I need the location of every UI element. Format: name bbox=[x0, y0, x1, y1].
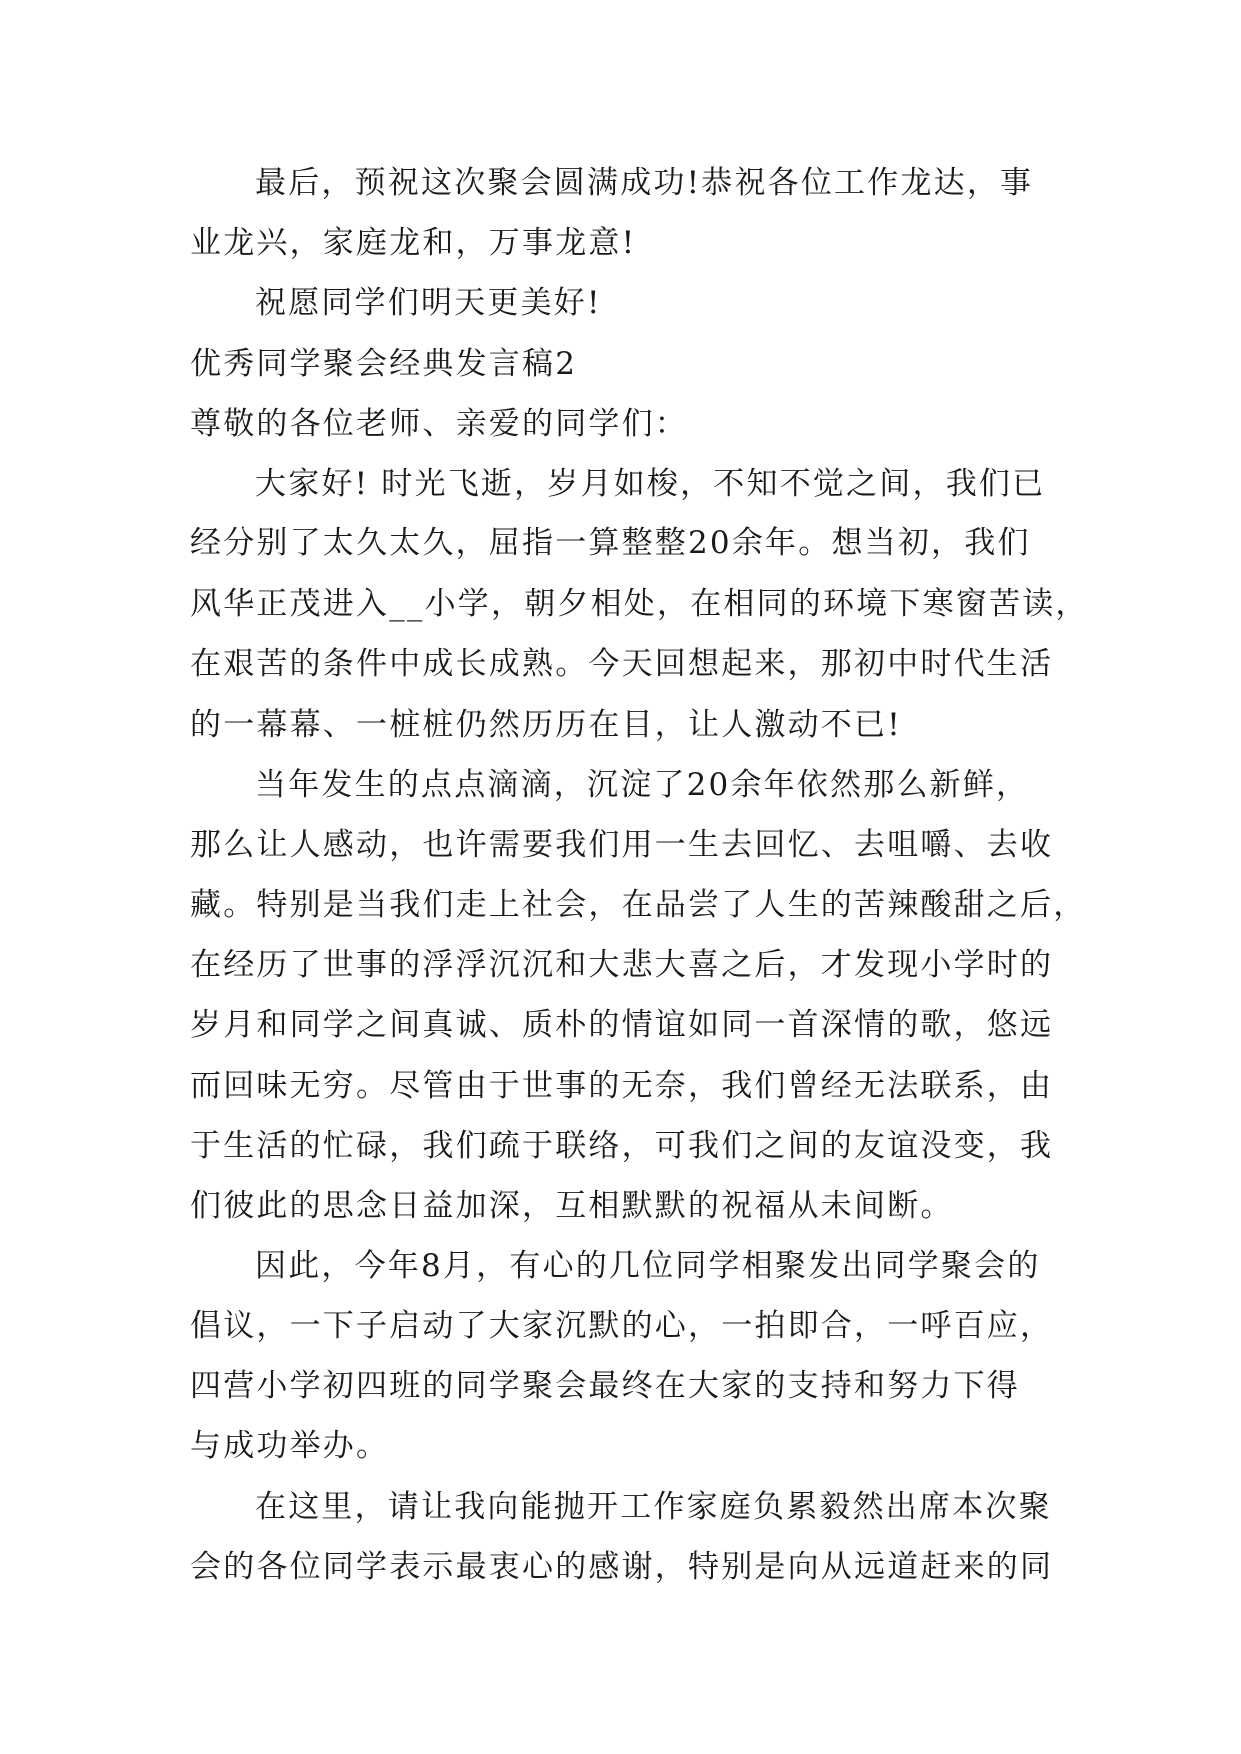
paragraph-line: 与成功举办。 bbox=[190, 1428, 390, 1464]
paragraph-line: 四营小学初四班的同学聚会最终在大家的支持和努力下得 bbox=[190, 1368, 1020, 1404]
paragraph-line: 会的各位同学表示最衷心的感谢，特别是向从远道赶来的同 bbox=[190, 1549, 1054, 1585]
paragraph-line: 们彼此的思念日益加深，互相默默的祝福从未间断。 bbox=[190, 1188, 954, 1224]
paragraph-line: 当年发生的点点滴滴，沉淀了20余年依然那么新鲜， bbox=[255, 767, 1030, 803]
paragraph-line: 在这里，请让我向能抛开工作家庭负累毅然出席本次聚 bbox=[255, 1489, 1052, 1525]
paragraph-line: 在艰苦的条件中成长成熟。今天回想起来，那初中时代生活 bbox=[190, 646, 1054, 682]
salutation: 尊敬的各位老师、亲爱的同学们： bbox=[190, 406, 688, 442]
paragraph-line: 倡议，一下子启动了大家沉默的心，一拍即合，一呼百应， bbox=[190, 1308, 1054, 1344]
paragraph-line: 大家好! 时光飞逝，岁月如梭，不知不觉之间，我们已 bbox=[255, 466, 1046, 502]
paragraph-line: 风华正茂进入__小学，朝夕相处，在相同的环境下寒窗苦读， bbox=[190, 586, 1089, 622]
paragraph-line: 因此，今年8月，有心的几位同学相聚发出同学聚会的 bbox=[255, 1248, 1041, 1284]
paragraph-line: 祝愿同学们明天更美好! bbox=[255, 285, 602, 321]
paragraph-line: 那么让人感动，也许需要我们用一生去回忆、去咀嚼、去收 bbox=[190, 827, 1054, 863]
paragraph-line: 业龙兴，家庭龙和，万事龙意! bbox=[190, 225, 637, 261]
paragraph-line: 于生活的忙碌，我们疏于联络，可我们之间的友谊没变，我 bbox=[190, 1128, 1054, 1164]
paragraph-line: 而回味无穷。尽管由于世事的无奈，我们曾经无法联系，由 bbox=[190, 1068, 1054, 1104]
section-title: 优秀同学聚会经典发言稿2 bbox=[190, 346, 578, 382]
paragraph-line: 在经历了世事的浮浮沉沉和大悲大喜之后，才发现小学时的 bbox=[190, 947, 1054, 983]
paragraph-line: 的一幕幕、一桩桩仍然历历在目，让人激动不已! bbox=[190, 707, 902, 743]
paragraph-line: 藏。特别是当我们走上社会，在品尝了人生的苦辣酸甜之后， bbox=[190, 887, 1087, 923]
paragraph-line: 岁月和同学之间真诚、质朴的情谊如同一首深情的歌，悠远 bbox=[190, 1007, 1054, 1043]
paragraph-line: 经分别了太久太久，屈指一算整整20余年。想当初，我们 bbox=[190, 525, 1031, 561]
paragraph-line: 最后，预祝这次聚会圆满成功!恭祝各位工作龙达，事 bbox=[255, 165, 1034, 201]
